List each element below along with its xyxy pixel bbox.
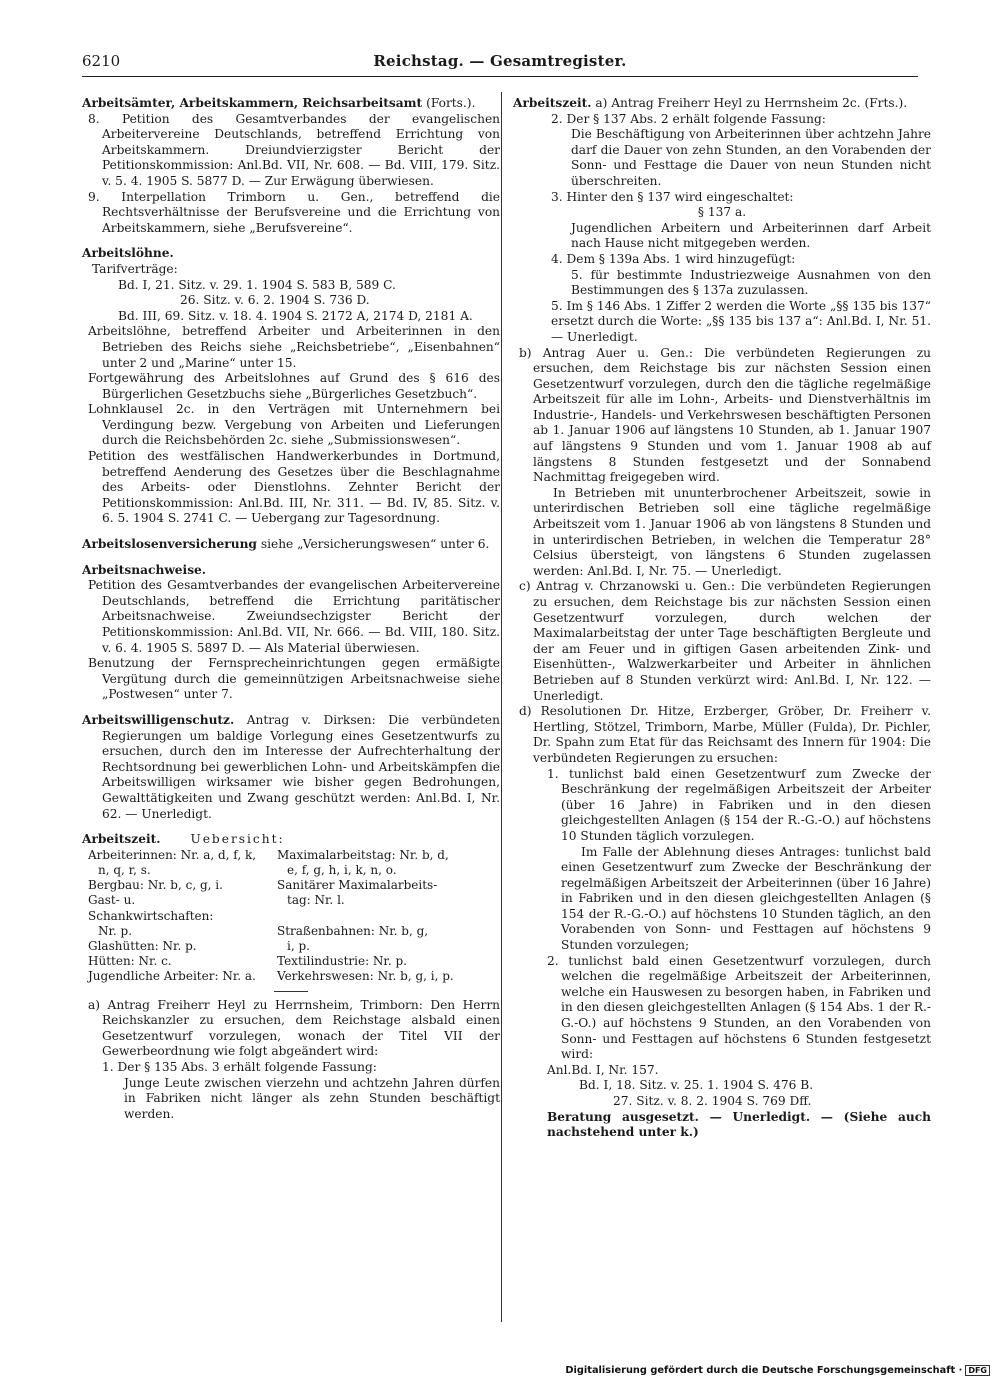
overview-cell: Glashütten: Nr. p. bbox=[88, 938, 197, 953]
reference-line: Bd. I, 18. Sitz. v. 25. 1. 1904 S. 476 B. bbox=[579, 1078, 814, 1093]
page-number: 6210 bbox=[82, 52, 121, 70]
entry-subitem: 3. Hinter den § 137 wird eingeschaltet: bbox=[551, 189, 794, 204]
overview-cell: Bergbau: Nr. b, c, g, i. bbox=[88, 878, 223, 893]
entry-line bbox=[82, 713, 500, 822]
entry-line bbox=[82, 537, 500, 553]
entry-item: Benutzung der Fernsprecheinrichtungen gegen ermäßigte Vergütung durch die gemeinnützigen Arbeitsnachweise siehe „Postwesen“ unter 7. bbox=[88, 656, 500, 702]
entry-heading: Arbeitsämter, Arbeitskammern, Reichsarbeitsamt bbox=[82, 96, 423, 110]
section-rule bbox=[274, 991, 308, 992]
entry-quote: 5. für bestimmte Industriezweige Ausnahmen von den Bestimmungen des § 137a zuzulassen. bbox=[571, 267, 931, 298]
entry-item: Petition des westfälischen Handwerkerbundes in Dortmund, betreffend Aenderung des Gesetzes über die Beschlagnahme des Arbeits- oder Dienstlohns. Zehnter Bericht der Petitionskommission: Anl.Bd. III, Nr. 311. — Bd. IV, 85. Sitz. v. 6. 5. 1904 S. 2741 C. — Uebergang zur Tagesordnung. bbox=[88, 449, 500, 526]
overview-cell: Straßenbahnen: Nr. b, g, bbox=[277, 923, 429, 938]
column-divider bbox=[501, 92, 502, 1322]
running-title: Reichstag. — Gesamtregister. bbox=[373, 52, 627, 70]
entry-item: 9. Interpellation Trimborn u. Gen., betreffend die Rechtsverhältnisse der Berufsvereine und die Errichtung von Arbeitskammern, siehe „Berufsvereine“. bbox=[88, 189, 500, 235]
reference-line: Bd. I, 21. Sitz. v. 29. 1. 1904 S. 583 B, 589 C. bbox=[118, 277, 396, 292]
entry-text: siehe „Versicherungswesen“ unter 6. bbox=[256, 537, 490, 552]
entry-heading-line bbox=[82, 96, 500, 112]
entry-item: Petition des Gesamtverbandes der evangelischen Arbeitervereine Deutschlands, betreffend die Errichtung paritätischer Arbeitsnachweise. Zweiundsechzigster Bericht der Petitionskommission: Anl.Bd. VII, Nr. 666. — Bd. VIII, 180. Sitz. v. 6. 4. 1905 S. 5897 D. — Als Material überwiesen. bbox=[88, 578, 500, 655]
overview-cell: Maximalarbeitstag: Nr. b, d, bbox=[277, 847, 449, 862]
entry-subitem: 2. tunlichst bald einen Gesetzentwurf vorzulegen, durch welchen die regelmäßige Arbeitszeit der Arbeiterinnen, welche ein Hauswesen zu besorgen haben, in Fabriken und in den diesen gleichgestellten Anlagen (§ 154 Abs. 1 der R.-G.-O.) auf höchstens 9 Stunden, an den Vorabenden von Sonn- und Festtagen auf höchstens 6 Stunden festgesetzt wird: bbox=[547, 953, 931, 1062]
entry-status: Beratung ausgesetzt. — Unerledigt. — (Siehe auch nachstehend unter k.) bbox=[547, 1109, 931, 1140]
entry-paragraph: In Betrieben mit ununterbrochener Arbeitszeit, sowie in unterirdischen Betrieben soll eine tägliche regelmäßige Arbeitszeit vom 1. Januar 1906 ab von längstens 8 Stunden und in unterirdischen Betrieben, in welchen die Temperatur 28° Celsius übersteigt, von längstens 6 Stunden zugelassen werden: Anl.Bd. I, Nr. 75. — Unerledigt. bbox=[533, 485, 931, 578]
entry-heading-suffix: (Forts.). bbox=[422, 96, 476, 110]
entry-heading: Arbeitsnachweise. bbox=[82, 562, 207, 577]
overview-cell: Gast- u. Schankwirtschaften: bbox=[88, 893, 214, 923]
entry-text: a) Antrag Freiherr Heyl zu Herrnsheim 2c. (Frts.). bbox=[591, 96, 908, 110]
entry-line bbox=[513, 96, 931, 112]
left-column bbox=[82, 96, 500, 1122]
entry-item: Arbeitslöhne, betreffend Arbeiter und Arbeiterinnen in den Betrieben des Reichs siehe „Reichsbetriebe“, „Eisenbahnen“ unter 2 und „Marine“ unter 15. bbox=[88, 324, 500, 370]
reference-line: 27. Sitz. v. 8. 2. 1904 S. 769 Dff. bbox=[613, 1094, 812, 1108]
entry-quote: Jugendlichen Arbeitern und Arbeiterinnen darf Arbeit nach Hause nicht mitgegeben werden. bbox=[571, 220, 931, 251]
entry-heading: Arbeitswilligenschutz. bbox=[82, 712, 235, 727]
entry-item: 8. Petition des Gesamtverbandes der evangelischen Arbeitervereine Deutschlands, betreffend Errichtung von Arbeitskammern. Dreiundvierzigster Bericht der Petitionskommission: Anl.Bd. VII, Nr. 608. — Bd. VIII, 179. Sitz. v. 5. 4. 1905 S. 5877 D. — Zur Erwägung überwiesen. bbox=[88, 111, 500, 188]
right-column bbox=[513, 96, 931, 1141]
overview-cell: tag: Nr. l. bbox=[287, 893, 345, 908]
entry-item: Lohnklausel 2c. in den Verträgen mit Unternehmern bei Verdingung bezw. Vergebung von Arbeiten und Lieferungen durch die Reichsbehörden 2c. siehe „Submissionswesen“. bbox=[88, 402, 500, 448]
overview-cell: n, q, r, s. bbox=[98, 862, 151, 877]
overview-cell: Hütten: Nr. c. bbox=[88, 954, 172, 969]
overview-title bbox=[82, 832, 500, 848]
entry-heading: Arbeitszeit. bbox=[82, 832, 161, 847]
overview-cell: Arbeiterinnen: Nr. a, d, f, k, bbox=[88, 847, 257, 862]
reference-line: Anl.Bd. I, Nr. 157. bbox=[547, 1062, 659, 1077]
entry-subitem: 5. Im § 146 Abs. 1 Ziffer 2 werden die Worte „§§ 135 bis 137“ ersetzt durch die Worte: „§§ 135 bis 137 a“: Anl.Bd. I, Nr. 51. — Unerledigt. bbox=[551, 298, 931, 344]
overview-grid bbox=[88, 848, 500, 985]
overview-label: Uebersicht: bbox=[190, 832, 285, 847]
entry-heading: Arbeitszeit. bbox=[513, 96, 592, 110]
entry-heading: Arbeitslosenversicherung bbox=[82, 537, 257, 552]
entry-item: Fortgewährung des Arbeitslohnes auf Grund des § 616 des Bürgerlichen Gesetzbuchs siehe „Bürgerliches Gesetzbuch“. bbox=[88, 371, 500, 401]
entry-item: c) Antrag v. Chrzanowski u. Gen.: Die verbündeten Regierungen zu ersuchen, dem Reichstage bis zur nächsten Session einen Gesetzentwurf vorzulegen, durch welchen der Maximalarbeitstag der unter Tage beschäftigten Bergleute und der am Feuer und in giftigen Gasen arbeitenden Zink- und Eisenhütten-, Walzwerkarbeiter und Arbeiter in ähnlichen Betrieben auf 8 Stunden verkürzt wird: Anl.Bd. I, Nr. 122. — Unerledigt. bbox=[519, 579, 931, 703]
entry-quote: Junge Leute zwischen vierzehn und achtzehn Jahren dürfen in Fabriken nicht länger als zehn Stunden beschäftigt werden. bbox=[124, 1075, 500, 1121]
entry-subitem: 1. tunlichst bald einen Gesetzentwurf zum Zwecke der Beschränkung der regelmäßigen Arbeitszeit der Arbeiter (über 16 Jahre) in Fabriken und in den diesen gleichgestellten Anlagen (§ 154 der R.-G.-O.) auf höchstens 10 Stunden täglich vorzulegen. bbox=[547, 766, 931, 843]
entry-item: b) Antrag Auer u. Gen.: Die verbündeten Regierungen zu ersuchen, dem Reichstage bis zur nächsten Session einen Gesetzentwurf vorzulegen, durch den die tägliche regelmäßige Arbeitszeit für alle im Lohn-, Arbeits- und Dienstverhältnis im Industrie-, Handels- und Verkehrswesen beschäftigten Personen ab 1. Januar 1906 auf längstens 10 Stunden, ab 1. Januar 1907 auf längstens 9 Stunden und vom 1. Januar 1908 ab auf längstens 8 Stunden festgesetzt und der Sonnabend Nachmittag freigegeben wird. bbox=[519, 345, 931, 485]
entry-subitem: 2. Der § 137 Abs. 2 erhält folgende Fassung: bbox=[551, 111, 826, 126]
overview-cell: e, f, g, h, i, k, n, o. bbox=[287, 862, 397, 877]
entry-item: a) Antrag Freiherr Heyl zu Herrnsheim, Trimborn: Den Herrn Reichskanzler zu ersuchen, dem Reichstage alsbald einen Gesetzentwurf vorzulegen, wonach der Titel VII der Gewerbeordnung wie folgt abgeändert wird: bbox=[88, 997, 500, 1059]
footer-credit bbox=[560, 1365, 990, 1376]
dfg-logo: DFG bbox=[965, 1365, 990, 1376]
reference-line: 26. Sitz. v. 6. 2. 1904 S. 736 D. bbox=[180, 293, 370, 308]
reference-line: Bd. III, 69. Sitz. v. 18. 4. 1904 S. 2172 A, 2174 D, 2181 A. bbox=[118, 308, 473, 323]
entry-subitem: 4. Dem § 139a Abs. 1 wird hinzugefügt: bbox=[551, 251, 796, 266]
overview-cell: Jugendliche Arbeiter: Nr. a. bbox=[88, 969, 256, 984]
entry-text: Antrag v. Dirksen: Die verbündeten Regierungen um baldige Vorlegung eines Gesetzentwurfs zu ersuchen, durch den im Interesse der Aufrechterhaltung der Rechtsordnung bei gewerblichen Lohn- und Arbeitskämpfen die Arbeitswilligen wirksamer wie bisher gegen Bedrohungen, Gewalttätigkeiten und Zwang geschützt werden: Anl.Bd. I, Nr. 62. — Unerledigt. bbox=[102, 712, 500, 821]
subheading: Tarifverträge: bbox=[92, 261, 178, 276]
entry-heading: Arbeitslöhne. bbox=[82, 246, 174, 261]
entry-subitem: 1. Der § 135 Abs. 3 erhält folgende Fassung: bbox=[102, 1059, 377, 1074]
entry-quote: Die Beschäftigung von Arbeiterinnen über achtzehn Jahre darf die Dauer von zehn Stunden, an den Vorabenden der Sonn- und Festtage die Dauer von neun Stunden nicht überschreiten. bbox=[571, 127, 931, 188]
overview-cell: Textilindustrie: Nr. p. bbox=[277, 954, 407, 969]
paragraph-number: § 137 a. bbox=[697, 205, 747, 220]
entry-paragraph: Im Falle der Ablehnung dieses Antrages: tunlichst bald einen Gesetzentwurf zum Zwecke der Beschränkung der regelmäßigen Arbeitszeit der Arbeiterinnen (über 16 Jahre) in Fabriken und in den diesen gleichgestellten Anlagen (§ 154 der R.-G.-O.) auf höchstens 10 Stunden täglich, an den Vorabenden von Sonn- und Festtagen auf höchstens 9 Stunden vorzulegen; bbox=[561, 844, 931, 953]
overview-cell: Nr. p. bbox=[98, 923, 133, 938]
overview-cell: i, p. bbox=[287, 938, 310, 953]
entry-item: d) Resolutionen Dr. Hitze, Erzberger, Gröber, Dr. Freiherr v. Hertling, Stötzel, Trimborn, Marbe, Müller (Fulda), Dr. Pichler, Dr. Spahn zum Etat für das Reichsamt des Innern für 1904: Die verbündeten Regierungen zu ersuchen: bbox=[519, 704, 931, 765]
overview-cell: Sanitärer Maximalarbeits- bbox=[277, 878, 438, 893]
footer-text: Digitalisierung gefördert durch die Deutsche Forschungsgemeinschaft · bbox=[565, 1365, 963, 1376]
page-header bbox=[82, 50, 918, 77]
overview-cell: Verkehrswesen: Nr. b, g, i, p. bbox=[277, 969, 454, 984]
